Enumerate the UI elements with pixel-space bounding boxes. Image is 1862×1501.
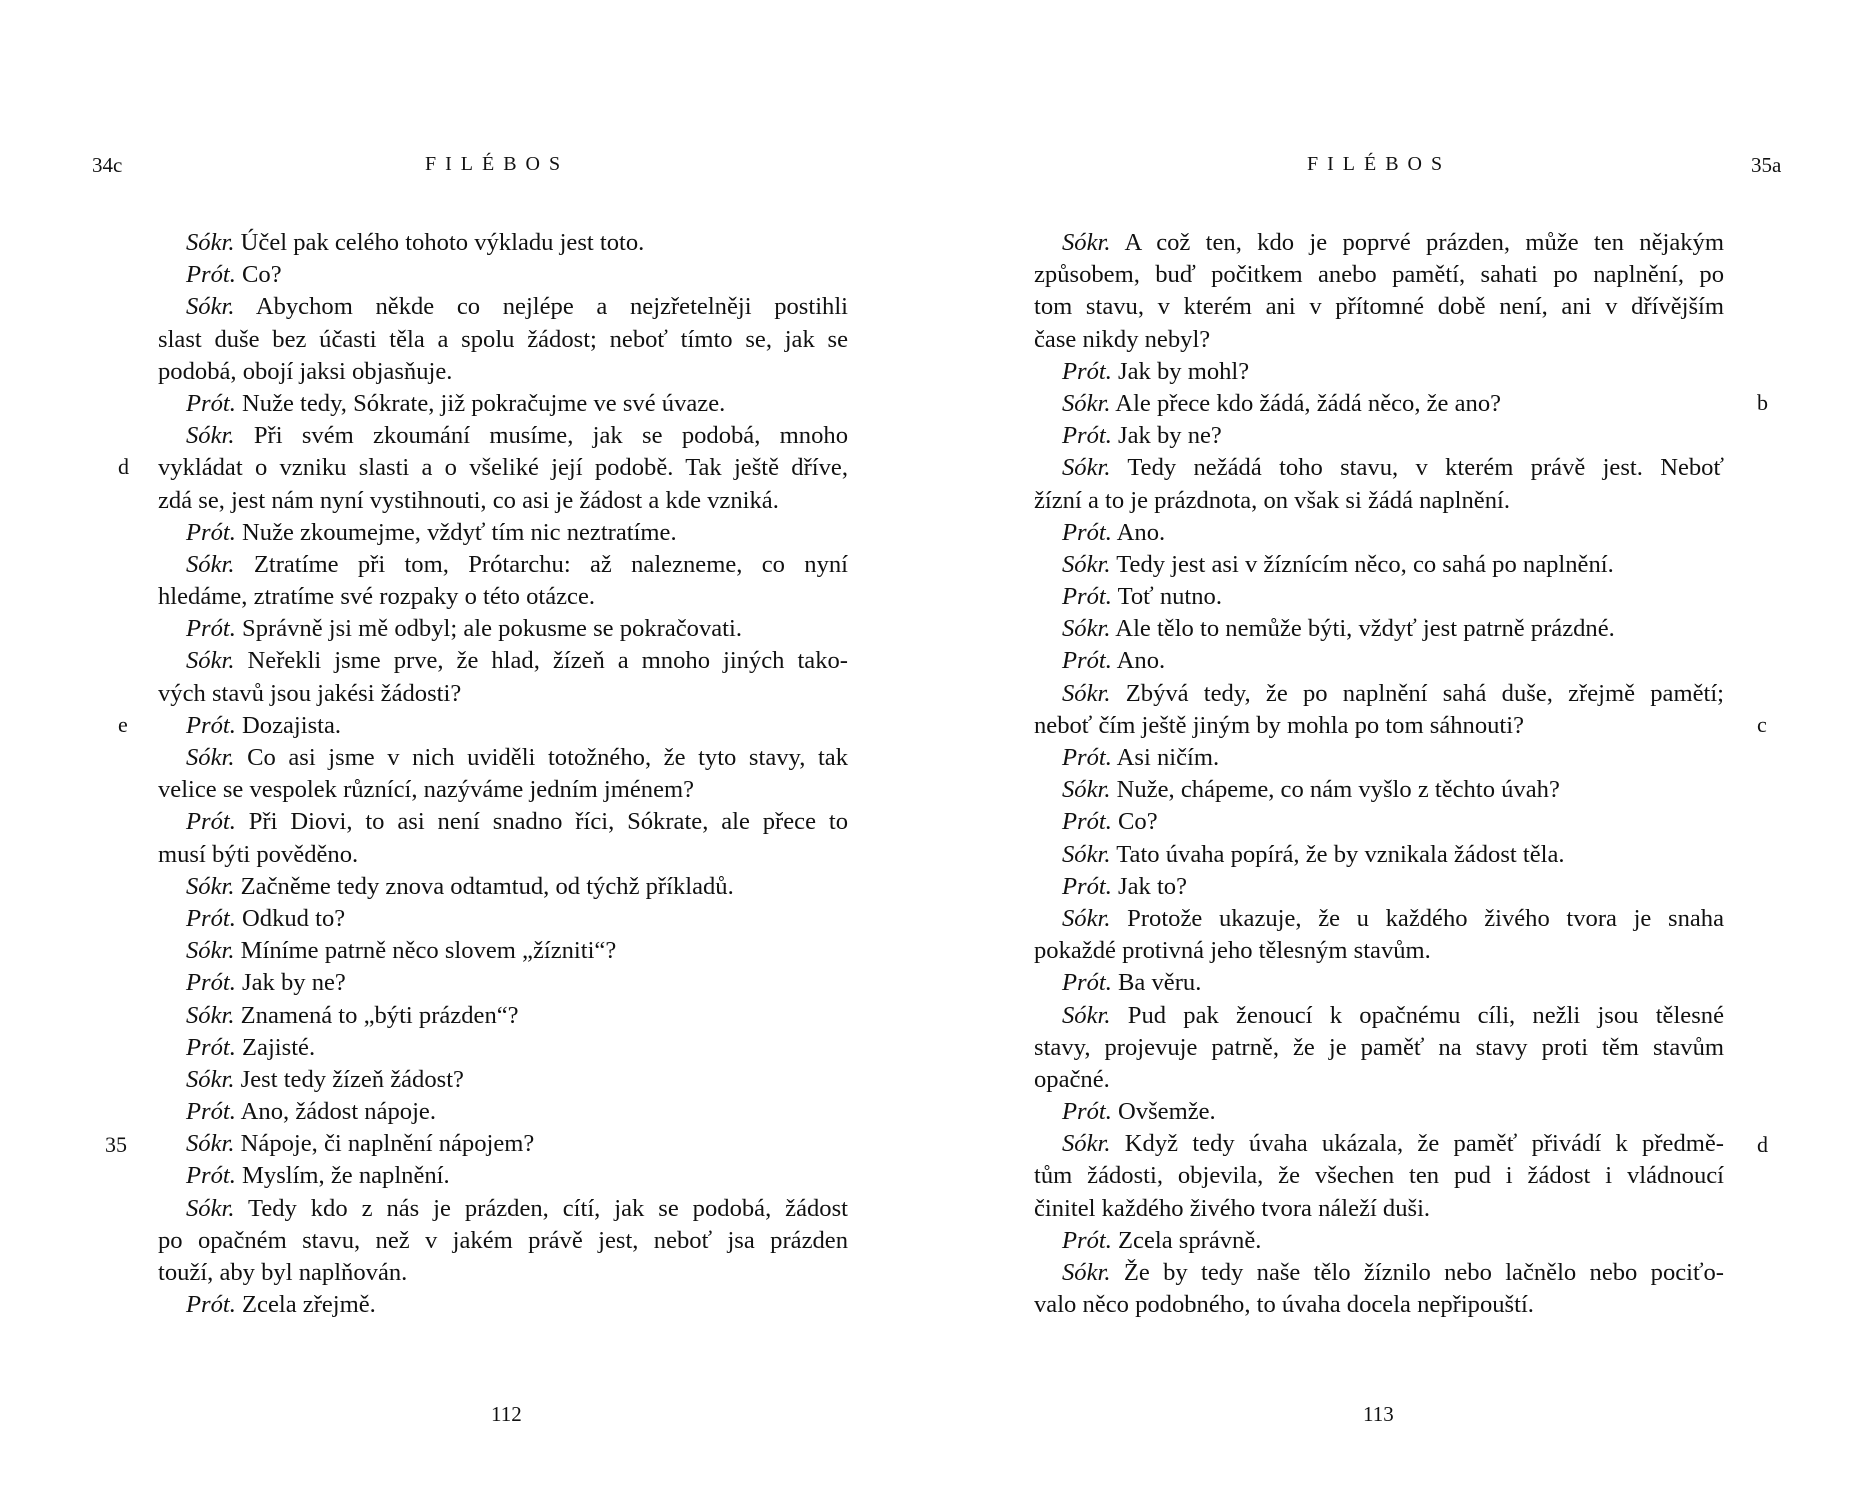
line-text: Tato úvaha popírá, že by vznikala žádost těla. xyxy=(1110,840,1565,868)
speech-line xyxy=(1034,356,1724,388)
line-text: stavy, projevuje patrně, že je paměť na stavy proti těm stavům xyxy=(1034,1033,1724,1061)
line-text: Zcela správně. xyxy=(1111,1226,1262,1254)
stephanus-number-top: 34c xyxy=(92,153,123,177)
speech-line xyxy=(158,420,848,452)
line-text: musí býti pověděno. xyxy=(158,840,359,868)
continuation-line xyxy=(1034,485,1724,517)
line-text: Ovšemže. xyxy=(1111,1098,1216,1126)
margin-marker: c xyxy=(1757,712,1767,737)
speech-line xyxy=(1034,774,1724,806)
line-text: Ale tělo to nemůže býti, vždyť jest patrně prázdné. xyxy=(1110,615,1615,643)
speaker-label: Prót. xyxy=(1062,583,1112,611)
speaker-label: Sókr. xyxy=(1062,1001,1111,1029)
speech-line xyxy=(158,903,848,935)
speaker-label: Prót. xyxy=(186,904,236,932)
speaker-label: Prót. xyxy=(186,518,236,546)
right-page xyxy=(931,0,1862,1501)
speaker-label: Sókr. xyxy=(1062,776,1111,804)
speaker-label: Sókr. xyxy=(1062,679,1111,707)
continuation-line xyxy=(158,324,848,356)
line-text: touží, aby byl naplňován. xyxy=(158,1259,408,1286)
continuation-line xyxy=(1034,291,1724,323)
speech-line xyxy=(1034,388,1724,420)
running-head: FILÉBOS xyxy=(1307,153,1452,175)
margin-marker: b xyxy=(1757,390,1768,415)
line-text: Účel pak celého tohoto výkladu jest toto. xyxy=(234,229,645,256)
speaker-label: Sókr. xyxy=(186,1065,235,1093)
line-text: Odkud to? xyxy=(235,904,346,932)
line-text: Tedy jest asi v žíznícím něco, co sahá po naplnění. xyxy=(1110,550,1614,578)
dialogue-text xyxy=(158,227,848,1321)
continuation-line xyxy=(1034,259,1724,291)
continuation-line xyxy=(158,839,848,871)
speech-line xyxy=(158,871,848,903)
speech-line xyxy=(1034,742,1724,774)
line-text: Správně jsi mě odbyl; ale pokusme se pokračovati. xyxy=(235,615,742,643)
line-text: Zajisté. xyxy=(235,1033,316,1061)
line-text: Co? xyxy=(235,261,282,289)
line-text: Tedy nežádá toho stavu, v kterém právě jest. Neboť xyxy=(1110,454,1724,482)
speech-line xyxy=(1034,517,1724,549)
line-text: Ba věru. xyxy=(1111,969,1202,997)
line-text: žízní a to je prázdnota, on však si žádá naplnění. xyxy=(1034,486,1510,514)
speech-line xyxy=(158,645,848,677)
speaker-label: Sókr. xyxy=(186,1194,235,1222)
continuation-line xyxy=(158,1225,848,1257)
speaker-label: Sókr. xyxy=(1062,615,1111,643)
page-number: 112 xyxy=(491,1402,522,1426)
line-text: tom stavu, v kterém ani v přítomné době není, ani v dřívějším xyxy=(1034,293,1724,321)
speaker-label: Prót. xyxy=(1062,1226,1112,1254)
line-text: Zbývá tedy, že po naplnění sahá duše, zřejmě pamětí; xyxy=(1110,679,1724,707)
speech-line xyxy=(1034,678,1724,710)
margin-marker: e xyxy=(118,712,128,737)
line-text: neboť čím ještě jiným by mohla po tom sáhnouti? xyxy=(1034,711,1525,739)
speaker-label: Sókr. xyxy=(186,937,235,965)
line-text: Ztratíme při tom, Prótarchu: až nalezneme, co nyní xyxy=(234,550,848,578)
continuation-line xyxy=(1034,1064,1724,1096)
speaker-label: Sókr. xyxy=(186,1001,235,1029)
line-text: Nápoje, či naplnění nápojem? xyxy=(234,1130,535,1158)
speech-line xyxy=(158,549,848,581)
line-text: podobá, obojí jaksi objasňuje. xyxy=(158,357,453,385)
speech-line xyxy=(1034,1225,1724,1257)
line-text: Jak by mohl? xyxy=(1111,357,1250,385)
continuation-line xyxy=(1034,1032,1724,1064)
speech-line xyxy=(1034,1000,1724,1032)
speech-line xyxy=(1034,967,1724,999)
speaker-label: Sókr. xyxy=(186,744,235,771)
speech-line xyxy=(158,227,848,259)
line-text: Tedy kdo z nás je prázden, cítí, jak se podobá, žádost xyxy=(234,1194,848,1222)
speech-line xyxy=(158,259,848,291)
page-number: 113 xyxy=(1363,1402,1394,1426)
line-text: způsobem, buď počitkem anebo pamětí, sahati po naplnění, po xyxy=(1034,261,1724,289)
speech-line xyxy=(158,1160,848,1192)
line-text: čase nikdy nebyl? xyxy=(1034,325,1211,353)
speaker-label: Sókr. xyxy=(186,229,235,256)
speech-line xyxy=(1034,645,1724,677)
line-text: Toť nutno. xyxy=(1111,583,1223,611)
line-text: Ano. xyxy=(1111,518,1166,546)
continuation-line xyxy=(158,485,848,517)
line-text: Co asi jsme v nich uviděli totožného, že tyto stavy, tak xyxy=(234,744,848,771)
continuation-line xyxy=(158,581,848,613)
speaker-label: Sókr. xyxy=(1062,1259,1111,1286)
line-text: Ale přece kdo žádá, žádá něco, že ano? xyxy=(1110,389,1502,417)
line-text: Jak to? xyxy=(1111,872,1188,900)
speech-line xyxy=(1034,839,1724,871)
line-text: Neřekli jsme prve, že hlad, žízeň a mnoho jiných tako- xyxy=(234,647,848,675)
speaker-label: Prót. xyxy=(1062,422,1112,450)
speech-line xyxy=(1034,613,1724,645)
speech-line xyxy=(1034,806,1724,838)
line-text: Jak by ne? xyxy=(235,969,346,997)
line-text: valo něco podobného, to úvaha docela nepřipouští. xyxy=(1034,1291,1534,1319)
line-text: tům žádosti, objevila, že všechen ten pud i žádost i vládnoucí xyxy=(1034,1162,1724,1190)
speaker-label: Prót. xyxy=(1062,744,1112,771)
line-text: Pud pak ženoucí k opačnému cíli, nežli jsou tělesné xyxy=(1110,1001,1724,1029)
speaker-label: Sókr. xyxy=(1062,389,1111,417)
line-text: Nuže, chápeme, co nám vyšlo z těchto úvah? xyxy=(1110,776,1560,804)
line-text: Jest tedy žízeň žádost? xyxy=(234,1065,464,1093)
margin-marker: 35 xyxy=(105,1132,127,1157)
speech-line xyxy=(158,291,848,323)
line-text: Při svém zkoumání musíme, jak se podobá, mnoho xyxy=(234,422,848,450)
speech-line xyxy=(158,517,848,549)
line-text: pokaždé protivná jeho tělesným stavům. xyxy=(1034,937,1431,965)
line-text: vých stavů jsou jakési žádosti? xyxy=(158,679,462,707)
speech-line xyxy=(158,613,848,645)
speech-line xyxy=(1034,581,1724,613)
speaker-label: Prót. xyxy=(186,1033,236,1061)
line-text: Nuže tedy, Sókrate, již pokračujme ve své úvaze. xyxy=(235,389,726,417)
speech-line xyxy=(158,742,848,774)
line-text: Jak by ne? xyxy=(1111,422,1222,450)
line-text: zdá se, jest nám nyní vystihnouti, co asi je žádost a kde vzniká. xyxy=(158,486,779,514)
line-text: hledáme, ztratíme své rozpaky o této otázce. xyxy=(158,583,596,611)
continuation-line xyxy=(1034,324,1724,356)
speaker-label: Prót. xyxy=(1062,357,1112,385)
speaker-label: Prót. xyxy=(1062,969,1112,997)
line-text: Při Diovi, to asi není snadno říci, Sókrate, ale přece to xyxy=(235,808,848,836)
speaker-label: Prót. xyxy=(186,1162,236,1190)
line-text: Dozajista. xyxy=(235,711,342,739)
speech-line xyxy=(1034,227,1724,259)
speaker-label: Prót. xyxy=(1062,872,1112,900)
line-text: Ano, žádost nápoje. xyxy=(235,1098,436,1126)
margin-marker: d xyxy=(1757,1132,1768,1157)
stephanus-number-top: 35a xyxy=(1751,153,1782,177)
speaker-label: Sókr. xyxy=(186,647,235,675)
line-text: slast duše bez účasti těla a spolu žádost; neboť tímto se, jak se xyxy=(158,325,848,353)
speaker-label: Prót. xyxy=(186,1291,236,1319)
continuation-line xyxy=(1034,1160,1724,1192)
speech-line xyxy=(1034,1128,1724,1160)
speech-line xyxy=(1034,452,1724,484)
speech-line xyxy=(1034,1096,1724,1128)
speaker-label: Sókr. xyxy=(1062,840,1111,868)
line-text: velice se vespolek různící, nazýváme jedním jménem? xyxy=(158,776,695,804)
line-text: Že by tedy naše tělo žíznilo nebo lačnělo nebo pociťo- xyxy=(1110,1259,1724,1286)
line-text: po opačném stavu, než v jakém právě jest, neboť jsa prázden xyxy=(158,1226,848,1254)
dialogue-text xyxy=(1034,227,1724,1321)
speaker-label: Prót. xyxy=(186,969,236,997)
speaker-label: Prót. xyxy=(186,711,236,739)
speaker-label: Sókr. xyxy=(186,422,235,450)
speech-line xyxy=(158,388,848,420)
speaker-label: Sókr. xyxy=(1062,1130,1111,1158)
line-text: A což ten, kdo je poprvé prázden, může ten nějakým xyxy=(1110,229,1724,256)
line-text: opačné. xyxy=(1034,1065,1110,1093)
speaker-label: Sókr. xyxy=(186,550,235,578)
continuation-line xyxy=(1034,710,1724,742)
speaker-label: Prót. xyxy=(186,808,236,836)
line-text: Znamená to „býti prázden“? xyxy=(234,1001,519,1029)
speech-line xyxy=(1034,420,1724,452)
speech-line xyxy=(1034,903,1724,935)
line-text: Začněme tedy znova odtamtud, od týchž příkladů. xyxy=(234,872,734,900)
speech-line xyxy=(158,967,848,999)
speech-line xyxy=(158,1193,848,1225)
speech-line xyxy=(1034,871,1724,903)
line-text: vykládat o vzniku slasti a o všeliké její podobě. Tak ještě dříve, xyxy=(158,454,848,482)
speaker-label: Prót. xyxy=(186,389,236,417)
continuation-line xyxy=(1034,1289,1724,1321)
speaker-label: Sókr. xyxy=(1062,229,1111,256)
speech-line xyxy=(158,1000,848,1032)
continuation-line xyxy=(158,678,848,710)
continuation-line xyxy=(158,452,848,484)
margin-marker: d xyxy=(118,454,129,479)
speaker-label: Prót. xyxy=(1062,808,1112,836)
continuation-line xyxy=(1034,935,1724,967)
line-text: Myslím, že naplnění. xyxy=(235,1162,450,1190)
running-head: FILÉBOS xyxy=(425,153,570,175)
speech-line xyxy=(158,806,848,838)
speech-line xyxy=(1034,549,1724,581)
speaker-label: Sókr. xyxy=(1062,904,1111,932)
speaker-label: Prót. xyxy=(186,261,236,289)
line-text: Když tedy úvaha ukázala, že paměť přivádí k předmě- xyxy=(1110,1130,1724,1158)
speech-line xyxy=(158,1064,848,1096)
continuation-line xyxy=(158,774,848,806)
speech-line xyxy=(1034,1257,1724,1289)
speaker-label: Sókr. xyxy=(186,872,235,900)
speech-line xyxy=(158,1096,848,1128)
line-text: Ano. xyxy=(1111,647,1166,675)
line-text: Abychom někde co nejlépe a nejzřetelněji postihli xyxy=(234,293,848,321)
speech-line xyxy=(158,710,848,742)
speaker-label: Prót. xyxy=(1062,1098,1112,1126)
speech-line xyxy=(158,935,848,967)
speaker-label: Prót. xyxy=(186,615,236,643)
line-text: Protože ukazuje, že u každého živého tvora je snaha xyxy=(1110,904,1724,932)
speaker-label: Prót. xyxy=(186,1098,236,1126)
speech-line xyxy=(158,1128,848,1160)
line-text: Nuže zkoumejme, vždyť tím nic neztratíme. xyxy=(235,518,677,546)
line-text: Míníme patrně něco slovem „žízniti“? xyxy=(234,937,617,965)
speaker-label: Sókr. xyxy=(186,293,235,321)
speaker-label: Sókr. xyxy=(1062,454,1111,482)
continuation-line xyxy=(158,1257,848,1289)
continuation-line xyxy=(1034,1193,1724,1225)
speaker-label: Sókr. xyxy=(1062,550,1111,578)
speech-line xyxy=(158,1032,848,1064)
continuation-line xyxy=(158,356,848,388)
line-text: Asi ničím. xyxy=(1111,744,1220,771)
speaker-label: Prót. xyxy=(1062,518,1112,546)
speaker-label: Sókr. xyxy=(186,1130,235,1158)
line-text: Zcela zřejmě. xyxy=(235,1291,376,1319)
speech-line xyxy=(158,1289,848,1321)
line-text: Co? xyxy=(1111,808,1158,836)
speaker-label: Prót. xyxy=(1062,647,1112,675)
line-text: činitel každého živého tvora náleží duši. xyxy=(1034,1194,1431,1222)
